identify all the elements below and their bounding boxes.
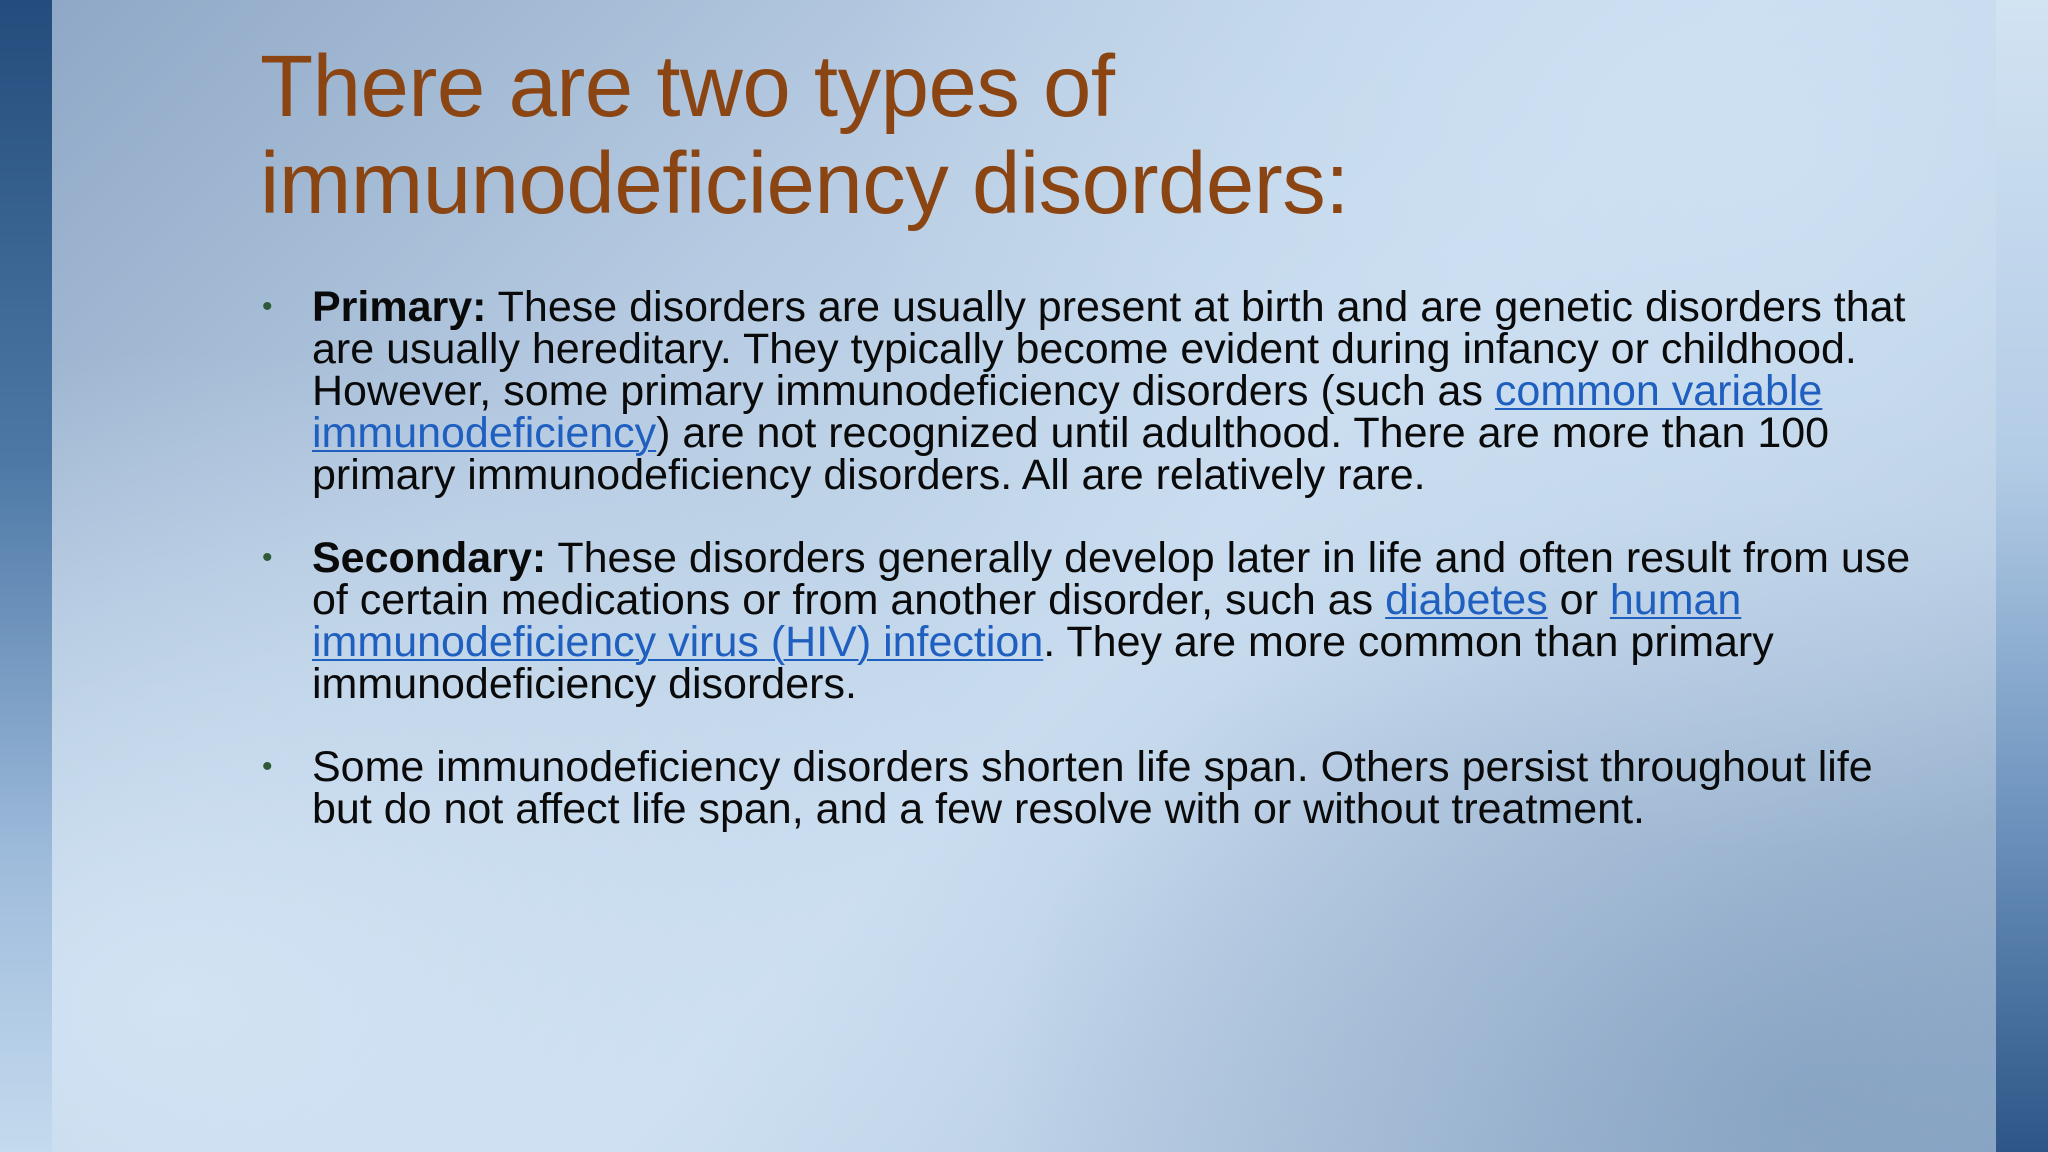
bullet-secondary bbox=[260, 534, 1920, 708]
bullet-life-span-text: Some immunodeficiency disorders shorten life span. Others persist throughout life but do not affect life span, and a few resolve with or without treatment. bbox=[312, 743, 1873, 833]
slide-left-border bbox=[0, 0, 52, 1152]
bullet-primary bbox=[260, 283, 1920, 499]
slide-title-line-1: There are two types of bbox=[260, 38, 1115, 135]
bullet-dot-icon: • bbox=[262, 290, 273, 323]
bullet-secondary-label: Secondary: bbox=[312, 534, 547, 582]
slide-right-border bbox=[1996, 0, 2048, 1152]
link-hiv-infection[interactable]: human immunodeficiency virus (HIV) infection bbox=[312, 576, 1742, 666]
bullet-life-span bbox=[260, 743, 1920, 833]
bullet-secondary-text-b: or bbox=[1547, 576, 1610, 624]
link-diabetes[interactable]: diabetes bbox=[1385, 576, 1548, 624]
bullet-list bbox=[260, 283, 1920, 871]
bullet-secondary-text-c: . They are more common than primary immunodeficiency disorders. bbox=[312, 618, 1774, 708]
link-common-variable-immunodeficiency[interactable]: common variable immunodeficiency bbox=[312, 367, 1823, 457]
bullet-dot-icon: • bbox=[262, 750, 273, 783]
bullet-primary-text-b: ) are not recognized until adulthood. There are more than 100 primary immunodeficiency disorders. All are relatively rare. bbox=[312, 409, 1830, 499]
slide-canvas bbox=[52, 0, 1996, 1152]
bullet-primary-text-a: These disorders are usually present at birth and are genetic disorders that are usually hereditary. They typically become evident during infancy or childhood. However, some primary immunodeficiency disorders (such as bbox=[312, 283, 1906, 415]
bullet-primary-label: Primary: bbox=[312, 283, 487, 331]
bullet-dot-icon: • bbox=[262, 541, 273, 574]
bullet-secondary-text-a: These disorders generally develop later in life and often result from use of certain medications or from another disorder, such as bbox=[312, 534, 1911, 624]
slide-title-line-2: immunodeficiency disorders: bbox=[260, 135, 1349, 232]
slide-title bbox=[260, 38, 1860, 232]
